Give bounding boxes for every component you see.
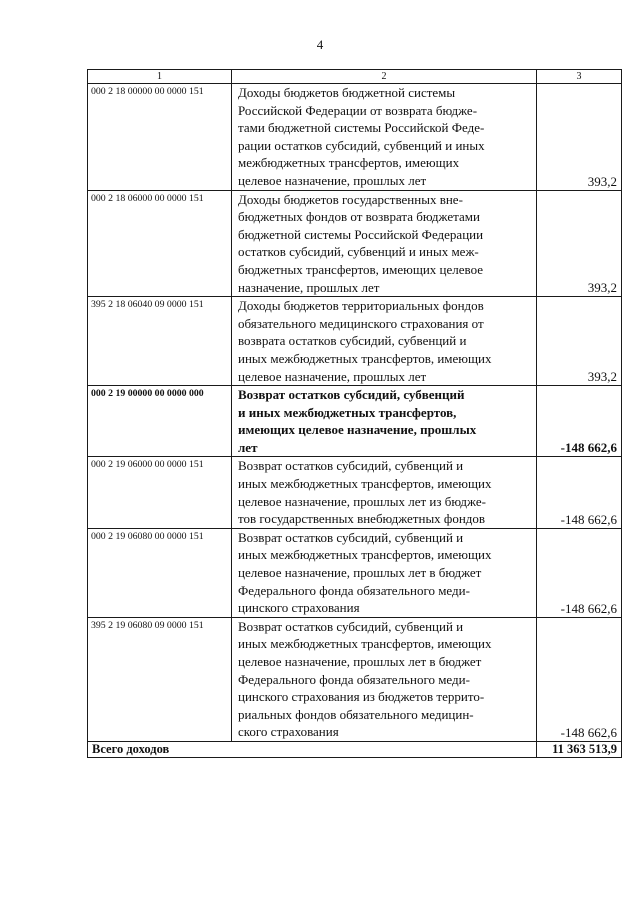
description-line: цинского страхования из бюджетов террито- [238, 689, 485, 705]
budget-code-cell: 000 2 18 06000 00 0000 151 [88, 190, 232, 297]
description-line: обязательного медицинского страхования от [238, 315, 484, 331]
description-line: межбюджетных трансфертов, имеющих [238, 155, 460, 171]
budget-code-cell: 000 2 19 06080 00 0000 151 [88, 528, 232, 617]
description-line: и иных межбюджетных трансфертов, [238, 404, 457, 420]
total-row [88, 741, 622, 757]
description-line: иных межбюджетных трансфертов, имеющих [238, 350, 492, 366]
amount-cell: -148 662,6 [537, 617, 622, 741]
description-line: Возврат остатков субсидий, субвенций и [238, 458, 464, 474]
description-line: бюджетной системы Российской Федерации [238, 226, 484, 242]
description-line: тами бюджетной системы Российской Феде- [238, 120, 485, 136]
description-line: Возврат остатков субсидий, субвенций и [238, 618, 464, 634]
column-header-amount: 3 [537, 70, 622, 84]
description-line: Федерального фонда обязательного меди- [238, 582, 470, 598]
description-line: имеющих целевое назначение, прошлых [238, 422, 477, 438]
total-amount: 11 363 513,9 [537, 741, 622, 757]
description-cell [232, 528, 537, 617]
total-label: Всего доходов [88, 741, 537, 757]
table-row [88, 528, 622, 617]
description-line: иных межбюджетных трансфертов, имеющих [238, 636, 492, 652]
description-line: целевое назначение, прошлых лет в бюджет [238, 654, 482, 669]
table-body [88, 70, 622, 758]
table-row [88, 190, 622, 297]
amount-cell: -148 662,6 [537, 457, 622, 528]
description-line: назначение, прошлых лет [238, 279, 380, 295]
description-line: иных межбюджетных трансфертов, имеющих [238, 547, 492, 563]
budget-revenue-table [87, 69, 622, 758]
description-line: иных межбюджетных трансфертов, имеющих [238, 476, 492, 492]
description-line: бюджетных фондов от возврата бюджетами [238, 209, 480, 225]
description-line: ского страхования [238, 724, 339, 740]
description-line: лет [238, 439, 258, 455]
column-header-code: 1 [88, 70, 232, 84]
description-line: целевое назначение, прошлых лет [238, 368, 427, 384]
table-row [88, 386, 622, 457]
amount-cell: 393,2 [537, 84, 622, 191]
table-row [88, 457, 622, 528]
page-number: 4 [316, 37, 324, 52]
description-line: Федерального фонда обязательного меди- [238, 671, 470, 687]
amount-cell: 393,2 [537, 190, 622, 297]
description-line: целевое назначение, прошлых лет [238, 172, 427, 188]
amount-cell: 393,2 [537, 297, 622, 386]
column-header-description: 2 [232, 70, 537, 84]
description-cell [232, 457, 537, 528]
description-line: Доходы бюджетов бюджетной системы [238, 85, 456, 100]
description-line: целевое назначение, прошлых лет из бюдже- [238, 493, 486, 509]
description-cell [232, 190, 537, 297]
description-line: целевое назначение, прошлых лет в бюджет [238, 565, 482, 581]
budget-code-cell: 000 2 19 00000 00 0000 000 [88, 386, 232, 457]
description-line: риальных фондов обязательного медицин- [238, 706, 474, 722]
description-cell [232, 84, 537, 191]
description-line: Возврат остатков субсидий, субвенций [238, 387, 465, 403]
description-line: Доходы бюджетов государственных вне- [238, 191, 463, 207]
description-line: тов государственных внебюджетных фондов [238, 511, 486, 527]
description-cell [232, 386, 537, 457]
description-line: возврата остатков субсидий, субвенций и [238, 333, 467, 349]
table-header-row [88, 70, 622, 84]
table-row [88, 84, 622, 191]
amount-cell: -148 662,6 [537, 386, 622, 457]
description-cell [232, 297, 537, 386]
table-row [88, 297, 622, 386]
budget-code-cell: 000 2 19 06000 00 0000 151 [88, 457, 232, 528]
budget-code-cell: 000 2 18 00000 00 0000 151 [88, 84, 232, 191]
description-cell [232, 617, 537, 741]
amount-cell: -148 662,6 [537, 528, 622, 617]
budget-code-cell: 395 2 19 06080 09 0000 151 [88, 617, 232, 741]
description-line: Возврат остатков субсидий, субвенций и [238, 529, 464, 545]
description-line: остатков субсидий, субвенций и иных меж- [238, 244, 479, 260]
description-line: Доходы бюджетов территориальных фондов [238, 298, 484, 314]
description-line: рации остатков субсидий, субвенций и иных [238, 137, 485, 153]
description-line: цинского страхования [238, 600, 360, 616]
table-row [88, 617, 622, 741]
description-line: бюджетных трансфертов, имеющих целевое [238, 261, 483, 277]
budget-code-cell: 395 2 18 06040 09 0000 151 [88, 297, 232, 386]
description-line: Российской Федерации от возврата бюдже- [238, 102, 478, 118]
